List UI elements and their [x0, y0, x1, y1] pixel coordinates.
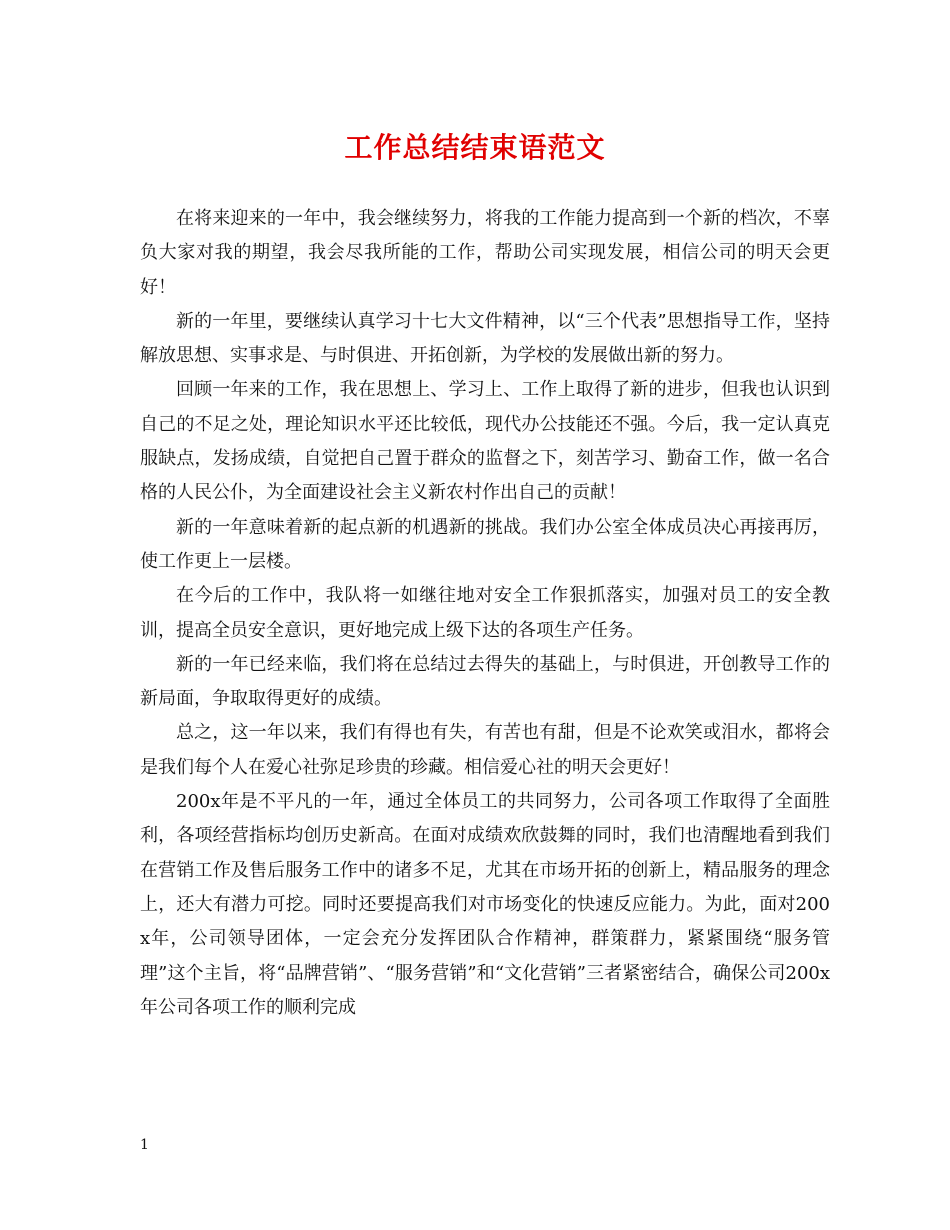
document-body [140, 202, 830, 1025]
paragraph: 新的一年意味着新的起点新的机遇新的挑战。我们办公室全体成员决心再接再厉，使工作更上一层楼。 [140, 516, 830, 572]
paragraph: 新的一年里，要继续认真学习十七大文件精神，以“三个代表”思想指导工作，坚持解放思想、实事求是、与时俱进、开拓创新，为学校的发展做出新的努力。 [140, 310, 830, 367]
paragraph: 总之，这一年以来，我们有得也有失，有苦也有甜，但是不论欢笑或泪水，都将会是我们每个人在爱心社弥足珍贵的珍藏。相信爱心社的明天会更好！ [140, 722, 830, 778]
paragraph: 在今后的工作中，我队将一如继往地对安全工作狠抓落实，加强对员工的安全教训，提高全员安全意识，更好地完成上级下达的各项生产任务。 [140, 585, 830, 641]
document-title: 工作总结结束语范文 [344, 131, 606, 164]
page-number: 1 [140, 1137, 149, 1153]
paragraph: 新的一年已经来临，我们将在总结过去得失的基础上，与时俱进，开创教导工作的新局面，争取取得更好的成绩。 [140, 653, 830, 710]
paragraph: 在将来迎来的一年中，我会继续努力，将我的工作能力提高到一个新的档次，不辜负大家对我的期望，我会尽我所能的工作，帮助公司实现发展，相信公司的明天会更好！ [140, 208, 830, 298]
paragraph: 200x年是不平凡的一年，通过全体员工的共同努力，公司各项工作取得了全面胜利，各项经营指标均创历史新高。在面对成绩欢欣鼓舞的同时，我们也清醒地看到我们在营销工作及售后服务工作中的诸多不足，尤其在市场开拓的创新上，精品服务的理念上，还大有潜力可挖。同时还要提高我们对市场变化的快速反应能力。为此，面对200x年，公司领导团体，一定会充分发挥团队合作精神，群策群力，紧紧围绕“服务管理”这个主旨，将“品牌营销”、“服务营销”和“文化营销”三者紧密结合，确保公司200x年公司各项工作的顺利完成 [140, 791, 830, 1018]
paragraph: 回顾一年来的工作，我在思想上、学习上、工作上取得了新的进步，但我也认识到自己的不足之处，理论知识水平还比较低，现代办公技能还不强。今后，我一定认真克服缺点，发扬成绩，自觉把自己置于群众的监督之下，刻苦学习、勤奋工作，做一名合格的人民公仆，为全面建设社会主义新农村作出自己的贡献！ [140, 379, 830, 504]
